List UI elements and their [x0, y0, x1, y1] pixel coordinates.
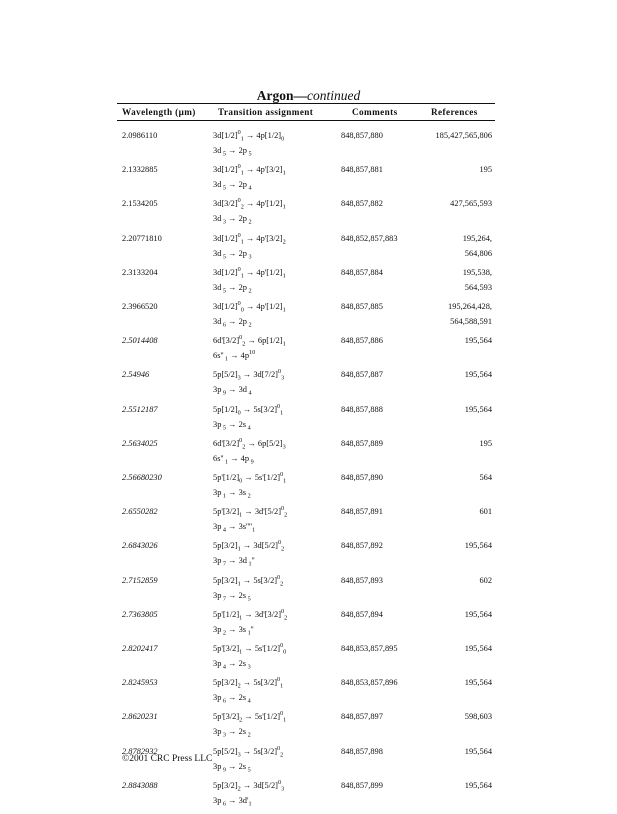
comments-cell: 848,857,897: [341, 712, 383, 722]
references-cell: 195,564: [464, 541, 492, 551]
wavelength-cell: 2.8782932: [122, 746, 158, 756]
table-row: [0, 267, 617, 301]
wavelength-cell: 2.8843088: [122, 780, 158, 790]
wavelength-cell: 2.5634025: [122, 438, 158, 448]
references-cell: 195: [479, 165, 492, 175]
transition-paschen-cell: 6s'' $_1$ → 4p $_9$: [213, 453, 254, 466]
wavelength-cell: 2.6843026: [122, 541, 158, 551]
transition-paschen-cell: 6s'' $_1 \to 4p^{10}$: [213, 349, 256, 363]
header-comments: Comments: [352, 107, 398, 117]
transition-cell: $5p'[3/2]_1 \to 3d'[5/2]^0_2$: [213, 505, 288, 519]
comments-cell: 848,857,894: [341, 609, 383, 619]
comments-cell: 848,857,882: [341, 199, 383, 209]
transition-cell: $5p[1/2]_0 \to 5s[3/2]^0_1$: [213, 402, 284, 417]
table-row: [0, 335, 617, 369]
comments-cell: 848,853,857,896: [341, 678, 398, 688]
transition-paschen-cell: 3d $_5$ → 2p $_5$: [213, 146, 252, 158]
references-cell-continued: 564,588,591: [450, 317, 492, 326]
references-cell: 195,564: [464, 404, 492, 414]
table-row: [0, 506, 617, 540]
table-row: [0, 575, 617, 609]
comments-cell: 848,857,885: [341, 302, 383, 311]
transition-paschen-cell: 3d $_5$ → 2p $_4$: [213, 180, 252, 192]
table-row: [0, 540, 617, 574]
references-cell: 195,564: [464, 609, 492, 619]
transition-paschen-cell: 3p $_6$ → 2s $_4$: [213, 693, 251, 705]
transition-cell: $3d[1/2]^0_1 \to 4p'[3/2]_1$: [213, 163, 286, 177]
wavelength-cell: 2.20771810: [122, 233, 162, 243]
transition-paschen-cell: 3p $_4$ → 2s $_3$: [213, 659, 251, 671]
title-main: Argon—: [256, 88, 307, 103]
table-row: [0, 609, 617, 643]
references-cell: 195,564: [464, 678, 492, 688]
transition-cell: $6d'[3/2]^0_2 \to 6p[5/2]_3$: [213, 437, 286, 451]
page-title: [0, 88, 617, 104]
transition-paschen-cell: 3p $_9$ → 2s $_5$: [213, 761, 251, 774]
wavelength-cell: 2.8620231: [122, 712, 158, 722]
references-cell: 195,264,: [462, 233, 492, 243]
references-cell: 195,564: [464, 370, 492, 380]
transition-paschen-cell: 3p $_4 \to 3s''''_1$: [213, 522, 256, 534]
table-row: [0, 780, 617, 814]
table-header-rule: [117, 120, 495, 121]
references-cell: 195,538,: [462, 267, 492, 277]
comments-cell: 848,857,880: [341, 131, 383, 140]
table-row: [0, 643, 617, 677]
wavelength-cell: 2.5512187: [122, 404, 158, 414]
references-cell-continued: 564,806: [464, 248, 492, 258]
wavelength-cell: 2.0986110: [122, 131, 158, 140]
header-references: References: [431, 107, 478, 117]
wavelength-cell: 2.8245953: [122, 678, 158, 688]
transition-cell: $5p'[3/2]_1 \to 5s'[1/2]^0_0$: [213, 642, 287, 656]
references-cell: 601: [479, 507, 492, 517]
title-continued: continued: [307, 88, 361, 103]
transition-paschen-cell: 3p $_3$ → 2s $_2$: [213, 727, 251, 740]
wavelength-cell: 2.54946: [122, 370, 150, 380]
references-cell: 195,564: [464, 336, 492, 346]
transition-cell: $5p'[1/2]_0 \to 5s'[1/2]^0_1$: [213, 471, 287, 485]
references-cell: 195,564: [464, 644, 492, 653]
transition-paschen-cell: 3p $_5$ → 2s $_4$: [213, 419, 251, 432]
references-cell: 427,565,593: [450, 199, 492, 209]
wavelength-cell: 2.6550282: [122, 507, 158, 517]
table-row: [0, 746, 617, 780]
comments-cell: 848,852,857,883: [341, 233, 398, 243]
references-cell: 195: [479, 438, 492, 448]
comments-cell: 848,857,881: [341, 165, 383, 175]
transition-cell: $5p'[1/2]_1 \to 3d'[3/2]^0_2$: [213, 608, 288, 622]
transition-paschen-cell: 3p $_1$ → 3s $_2$: [213, 488, 251, 500]
wavelength-cell: 2.3966520: [122, 302, 158, 311]
wavelength-cell: 2.1534205: [122, 199, 158, 209]
transition-paschen-cell: 3d $_5$ → 2p $_2$: [213, 282, 252, 295]
transition-cell: $6d'[3/2]^0_2 \to 6p[1/2]_1$: [213, 334, 286, 348]
wavelength-cell: 2.1332885: [122, 165, 158, 175]
wavelength-cell: 2.56680230: [122, 473, 162, 482]
comments-cell: 848,857,893: [341, 575, 383, 585]
transition-cell: $3d[1/2]^0_1 \to 4p[1/2]_0$: [213, 129, 285, 143]
transition-paschen-cell: 3p $_7$ → 3d $_1$'': [213, 556, 255, 569]
comments-cell: 848,857,891: [341, 507, 383, 517]
comments-cell: 848,857,898: [341, 746, 383, 756]
wavelength-cell: 2.5014408: [122, 336, 158, 346]
header-transition: Transition assignment: [218, 107, 314, 117]
references-cell: 598,603: [464, 712, 492, 722]
comments-cell: 848,857,890: [341, 473, 383, 482]
references-cell: 564: [479, 473, 492, 482]
table-row: [0, 438, 617, 472]
transition-cell: $5p[3/2]_1 \to 5s[3/2]^0_2$: [213, 573, 284, 588]
transition-cell: $5p[3/2]_2 \to 3d[5/2]^0_3$: [213, 779, 285, 793]
transition-cell: $5p[3/2]_1 \to 3d[5/2]^0_2$: [213, 539, 285, 554]
table-row: [0, 404, 617, 438]
transition-cell: $3d[3/2]^0_2 \to 4p'[1/2]_1$: [213, 197, 286, 212]
transition-cell: $3d[1/2]^0_1 \to 4p'[1/2]_1$: [213, 266, 286, 280]
comments-cell: 848,857,884: [341, 267, 383, 277]
table-row: [0, 130, 617, 164]
references-cell-continued: 564,593: [464, 282, 492, 292]
wavelength-cell: 2.3133204: [122, 267, 158, 277]
wavelength-cell: 2.8202417: [122, 644, 158, 653]
references-cell: 602: [479, 575, 492, 585]
comments-cell: 848,857,888: [341, 404, 383, 414]
transition-paschen-cell: 3d $_6$ → 2p $_2$: [213, 317, 252, 329]
table-row: [0, 164, 617, 198]
transition-cell: $3d[1/2]^0_1 \to 4p'[3/2]_2$: [213, 231, 286, 246]
transition-paschen-cell: 3p $_7$ → 2s $_5$: [213, 590, 251, 603]
transition-paschen-cell: 3d $_5$ → 2p $_3$: [213, 248, 252, 261]
comments-cell: 848,857,889: [341, 438, 383, 448]
transition-cell: $5p[5/2]_3 \to 5s[3/2]^0_2$: [213, 744, 284, 759]
references-cell: 185,427,565,806: [435, 131, 492, 140]
comments-cell: 848,853,857,895: [341, 644, 398, 653]
references-cell: 195,264,428,: [448, 302, 492, 311]
comments-cell: 848,857,892: [341, 541, 383, 551]
comments-cell: 848,857,886: [341, 336, 383, 346]
references-cell: 195,564: [464, 780, 492, 790]
wavelength-cell: 2.7152859: [122, 575, 158, 585]
table-row: [0, 369, 617, 403]
comments-cell: 848,857,887: [341, 370, 383, 380]
table-top-rule: [117, 103, 495, 104]
copyright-footer: ©2001 CRC Press LLC: [122, 754, 213, 764]
transition-paschen-cell: 3d $_3$ → 2p $_2$: [213, 214, 252, 227]
references-cell: 195,564: [464, 746, 492, 756]
header-wavelength: Wavelength (μm): [122, 107, 196, 117]
transition-paschen-cell: 3p $_9$ → 3d $_4$: [213, 385, 252, 398]
wavelength-cell: 2.7363805: [122, 609, 158, 619]
table-row: [0, 677, 617, 711]
transition-cell: $5p[5/2]_3 \to 3d[7/2]^0_3$: [213, 368, 285, 383]
transition-paschen-cell: 3p $_2$ → 3s $_1$'': [213, 624, 254, 637]
transition-cell: $5p'[3/2]_2 \to 5s'[1/2]^0_1$: [213, 710, 287, 725]
table-row: [0, 233, 617, 267]
comments-cell: 848,857,899: [341, 780, 383, 790]
table-row: [0, 301, 617, 335]
transition-cell: $3d[1/2]^0_0 \to 4p'[1/2]_1$: [213, 300, 286, 314]
table-row: [0, 711, 617, 745]
table-row: [0, 472, 617, 506]
table-row: [0, 198, 617, 232]
transition-paschen-cell: 3p $_6 \to 3d'_1$: [213, 795, 252, 808]
transition-cell: $5p[3/2]_2 \to 5s[3/2]^0_1$: [213, 676, 284, 690]
